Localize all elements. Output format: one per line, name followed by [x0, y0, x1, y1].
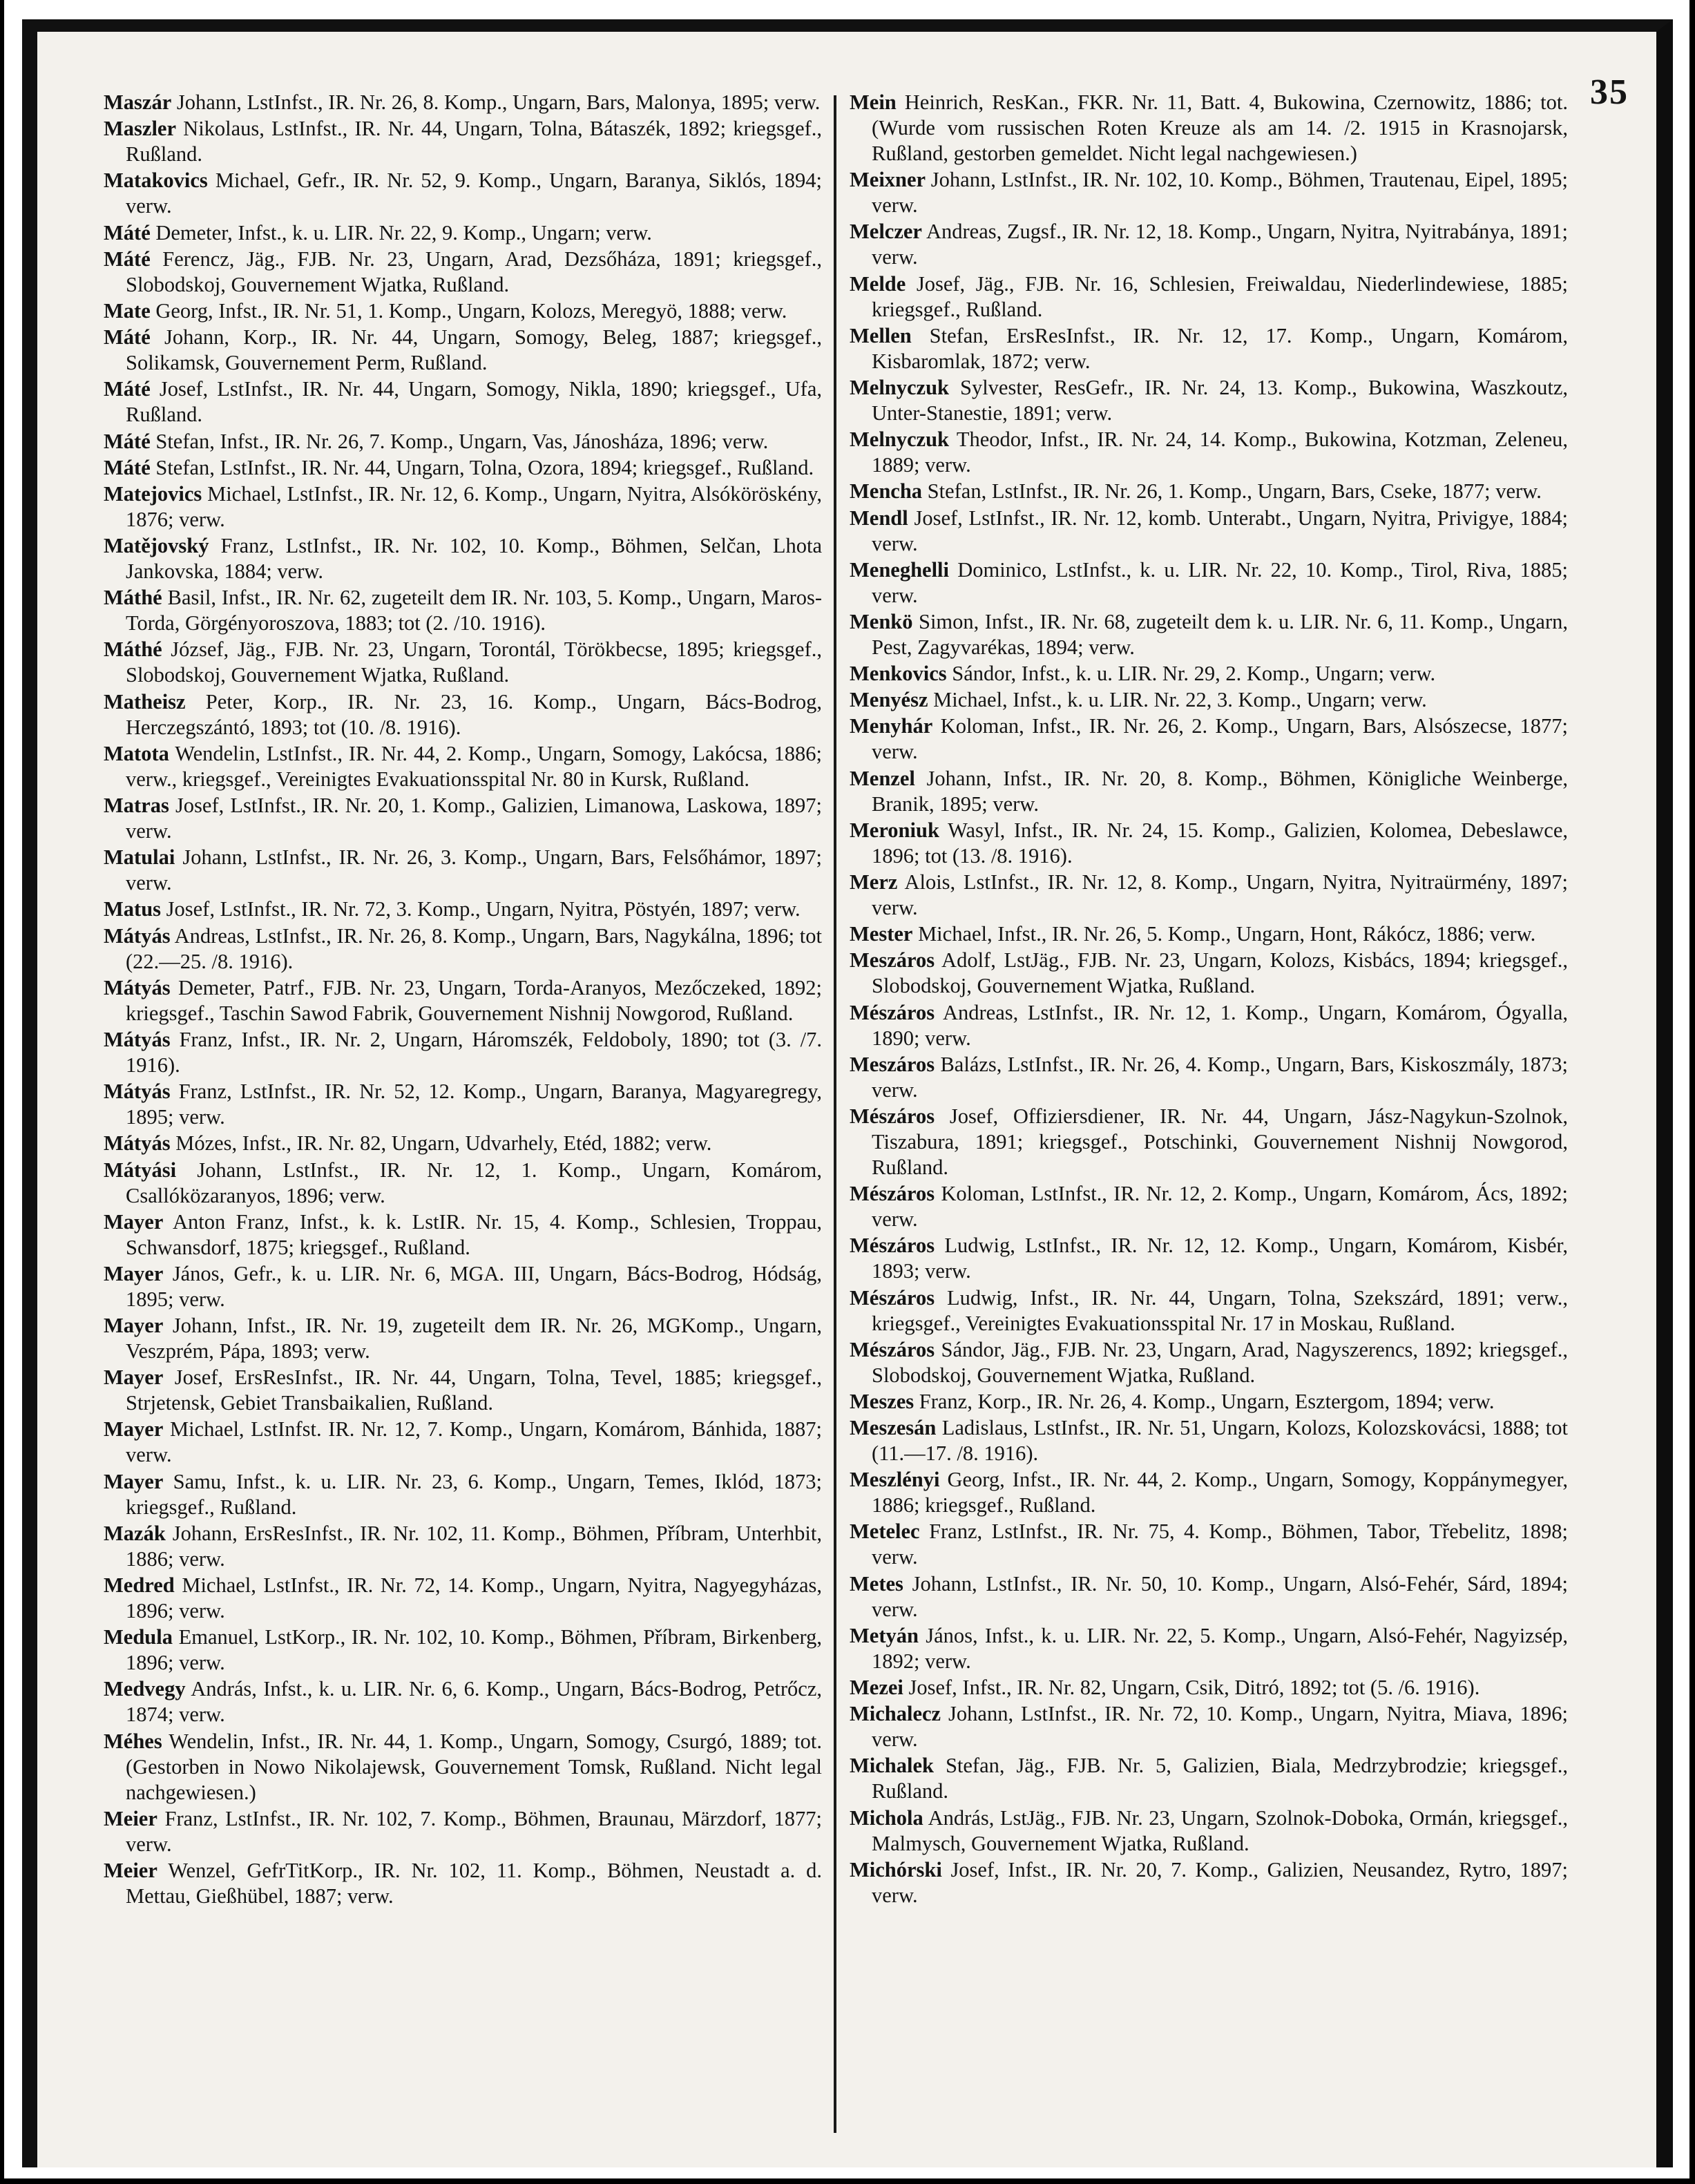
entry-surname: Méhes: [104, 1729, 162, 1753]
register-entry: [104, 1131, 822, 1156]
entry-details: János, Gefr., k. u. LIR. Nr. 6, MGA. III, Ungarn, Bács-Bodrog, Hódság, 1895; verw.: [126, 1261, 822, 1311]
register-entry: [850, 271, 1568, 323]
register-entry: [850, 1623, 1568, 1674]
entry-surname: Meneghelli: [850, 557, 949, 582]
register-entry: [850, 479, 1568, 504]
register-entry: [104, 1469, 822, 1520]
entry-details: Wendelin, LstInfst., IR. Nr. 44, 2. Komp., Ungarn, Somogy, Lakócsa, 1886; verw., kriegsgef., Vereinigtes Evakuationsspital Nr. 80 in Kursk, Rußland.: [126, 741, 822, 791]
entry-surname: Matulai: [104, 845, 175, 870]
entry-details: Theodor, Infst., IR. Nr. 24, 14. Komp., Bukowina, Kotzman, Zeleneu, 1889; verw.: [872, 428, 1569, 477]
entry-surname: Mayer: [104, 1469, 164, 1493]
entry-details: Johann, LstInfst., IR. Nr. 12, 1. Komp., Ungarn, Komárom, Csallóközaranyos, 1896; verw.: [126, 1158, 822, 1207]
register-entry: [104, 1521, 822, 1572]
entry-details: Michael, Infst., IR. Nr. 26, 5. Komp., Ungarn, Hont, Rákócz, 1886; verw.: [918, 922, 1536, 946]
entry-surname: Mayer: [104, 1417, 164, 1441]
entry-surname: Merz: [850, 870, 898, 894]
register-entry: [104, 247, 822, 298]
entry-surname: Mate: [104, 298, 151, 323]
entry-details: Josef, Infst., IR. Nr. 20, 7. Komp., Galizien, Neusandez, Rytro, 1897; verw.: [872, 1857, 1569, 1907]
entry-details: Demeter, Infst., k. u. LIR. Nr. 22, 9. Komp., Ungarn; verw.: [155, 220, 652, 245]
entry-surname: Maszler: [104, 117, 176, 141]
entry-surname: Mészáros: [850, 1285, 935, 1310]
entry-details: Johann, Infst., IR. Nr. 19, zugeteilt dem IR. Nr. 26, MGKomp., Ungarn, Veszprém, Pápa, 1893; verw.: [126, 1314, 823, 1363]
entry-details: Franz, LstInfst., IR. Nr. 102, 7. Komp., Böhmen, Braunau, Märzdorf, 1877; verw.: [126, 1806, 823, 1856]
register-entry: [850, 1571, 1568, 1622]
entry-details: Simon, Infst., IR. Nr. 68, zugeteilt dem k. u. LIR. Nr. 6, 11. Komp., Ungarn, Pest, Zagyvarékas, 1894; verw.: [872, 609, 1569, 659]
register-entry: [104, 845, 822, 896]
entry-surname: Meixner: [850, 168, 926, 192]
entry-surname: Mátyás: [104, 1027, 171, 1051]
entry-details: Johann, LstInfst., IR. Nr. 26, 8. Komp., Ungarn, Bars, Malonya, 1895; verw.: [176, 90, 821, 114]
register-entry: [104, 585, 822, 636]
register-entry: [850, 766, 1568, 817]
entry-surname: Medvegy: [104, 1677, 186, 1701]
entry-details: Johann, ErsResInfst., IR. Nr. 102, 11. Komp., Böhmen, Příbram, Unterhbit, 1886; verw.: [126, 1521, 822, 1571]
register-entry: [104, 116, 822, 167]
register-entry: [850, 713, 1568, 765]
entry-details: Balázs, LstInfst., IR. Nr. 26, 4. Komp., Ungarn, Bars, Kiskoszmály, 1873; verw.: [872, 1052, 1569, 1102]
register-entry: [850, 1415, 1568, 1466]
entry-surname: Matus: [104, 897, 162, 921]
entry-surname: Mátyás: [104, 1080, 171, 1104]
entry-surname: Mészáros: [850, 1104, 935, 1128]
entry-surname: Mayer: [104, 1314, 164, 1338]
entry-details: József, Jäg., FJB. Nr. 23, Ungarn, Torontál, Törökbecse, 1895; kriegsgef., Slobodskoj, Gouvernement Wjatka, Rußland.: [126, 638, 822, 687]
entry-surname: Matota: [104, 741, 169, 765]
entry-details: Josef, Jäg., FJB. Nr. 16, Schlesien, Freiwaldau, Niederlindewiese, 1885; kriegsgef., Rußland.: [872, 271, 1569, 321]
entry-details: Wendelin, Infst., IR. Nr. 44, 1. Komp., Ungarn, Somogy, Csurgó, 1889; tot. (Gestorben in Nowo Nikolajewsk, Gouvernement Tomsk, Rußland. Nicht legal nachgewiesen.): [126, 1729, 822, 1804]
register-entry: [850, 687, 1568, 713]
entry-surname: Meszesán: [850, 1416, 937, 1440]
register-entry: [104, 897, 822, 922]
register-entry: [850, 1389, 1568, 1415]
register-entry: [104, 923, 822, 975]
entry-details: Wasyl, Infst., IR. Nr. 24, 15. Komp., Galizien, Kolomea, Debeslawce, 1896; tot (13. /8. 1916).: [872, 818, 1568, 868]
entry-details: Michael, LstInfst., IR. Nr. 12, 6. Komp., Ungarn, Nyitra, Alsóköröskény, 1876; verw.: [126, 481, 823, 531]
register-entry: [104, 689, 822, 740]
entry-details: Josef, Offiziersdiener, IR. Nr. 44, Ungarn, Jász-Nagykun-Szolnok, Tiszabura, 1891; kriegsgef., Potschinki, Gouvernement Nishnij Nowgorod, Rußland.: [872, 1104, 1568, 1179]
entry-surname: Mátyás: [104, 923, 171, 948]
entry-surname: Melnyczuk: [850, 375, 950, 399]
entry-details: Dominico, LstInfst., k. u. LIR. Nr. 22, 10. Komp., Tirol, Riva, 1885; verw.: [872, 557, 1569, 607]
entry-surname: Mein: [850, 90, 897, 114]
entry-details: Franz, Korp., IR. Nr. 26, 4. Komp., Ungarn, Esztergom, 1894; verw.: [919, 1389, 1495, 1413]
entry-details: Michael, LstInfst. IR. Nr. 12, 7. Komp., Ungarn, Komárom, Bánhida, 1887; verw.: [126, 1417, 822, 1467]
entry-details: Mózes, Infst., IR. Nr. 82, Ungarn, Udvarhely, Etéd, 1882; verw.: [175, 1131, 712, 1156]
entry-surname: Matakovics: [104, 169, 208, 193]
entry-details: Franz, LstInfst., IR. Nr. 52, 12. Komp., Ungarn, Baranya, Magyaregregy, 1895; verw.: [126, 1080, 822, 1129]
entry-surname: Meroniuk: [850, 818, 939, 842]
entry-details: János, Infst., k. u. LIR. Nr. 22, 5. Komp., Ungarn, Alsó-Fehér, Nagyizsép, 1892; verw.: [872, 1623, 1568, 1673]
entry-surname: Metyán: [850, 1623, 919, 1647]
register-entry: [104, 220, 822, 246]
entry-surname: Mezei: [850, 1676, 903, 1699]
entry-surname: Máté: [104, 325, 151, 349]
entry-details: Josef, Infst., IR. Nr. 82, Ungarn, Csik, Ditró, 1892; tot (5. /6. 1916).: [908, 1676, 1480, 1699]
register-entry: [104, 1573, 822, 1624]
register-entry: [850, 818, 1568, 869]
register-entry: [104, 1858, 822, 1909]
entry-surname: Mészáros: [850, 1234, 935, 1258]
entry-surname: Matras: [104, 794, 169, 817]
entry-details: Basil, Infst., IR. Nr. 62, zugeteilt dem IR. Nr. 103, 5. Komp., Ungarn, Maros-Torda, Görgényoroszova, 1883; tot (2. /10. 1916).: [126, 586, 823, 635]
entry-surname: Maszár: [104, 90, 172, 114]
entry-details: Johann, LstInfst., IR. Nr. 50, 10. Komp., Ungarn, Alsó-Fehér, Sárd, 1894; verw.: [872, 1571, 1568, 1621]
register-entry: [104, 1313, 822, 1364]
register-entry: [104, 429, 822, 454]
entry-surname: Melde: [850, 271, 906, 296]
right-column: [850, 90, 1568, 1909]
entry-surname: Mészáros: [850, 1000, 935, 1024]
entry-surname: Mester: [850, 922, 913, 946]
entry-details: Andreas, Zugsf., IR. Nr. 12, 18. Komp., Ungarn, Nyitra, Nyitrabánya, 1891; verw.: [872, 220, 1568, 269]
register-entry: [850, 609, 1568, 660]
entry-details: Koloman, Infst., IR. Nr. 26, 2. Komp., Ungarn, Bars, Alsószecse, 1877; verw.: [872, 714, 1569, 764]
register-entry: [850, 1000, 1568, 1051]
register-entry: [104, 1027, 822, 1078]
register-entry: [104, 1209, 822, 1261]
entry-details: Johann, Infst., IR. Nr. 20, 8. Komp., Böhmen, Königliche Weinberge, Branik, 1895; verw.: [872, 766, 1568, 816]
entry-details: Josef, ErsResInfst., IR. Nr. 44, Ungarn, Tolna, Tevel, 1885; kriegsgef., Strjetensk, Gebiet Transbaikalien, Rußland.: [126, 1366, 823, 1415]
entry-surname: Michórski: [850, 1857, 942, 1881]
register-entry: [850, 375, 1568, 426]
entry-surname: Mendl: [850, 506, 908, 530]
entry-surname: Meszes: [850, 1389, 914, 1413]
entry-surname: Meszáros: [850, 1052, 935, 1076]
register-entry: [850, 1519, 1568, 1570]
entry-surname: Menkö: [850, 609, 913, 633]
entry-surname: Melnyczuk: [850, 428, 950, 452]
entry-details: Stefan, LstInfst., IR. Nr. 44, Ungarn, Tolna, Ozora, 1894; kriegsgef., Rußland.: [155, 455, 814, 479]
entry-details: Samu, Infst., k. u. LIR. Nr. 23, 6. Komp., Ungarn, Temes, Iklód, 1873; kriegsgef., Rußland.: [126, 1469, 822, 1519]
register-entry: [850, 1104, 1568, 1180]
register-entry: [104, 325, 822, 376]
entry-details: Stefan, LstInfst., IR. Nr. 26, 1. Komp., Ungarn, Bars, Cseke, 1877; verw.: [927, 479, 1542, 504]
register-entry: [850, 219, 1568, 270]
entry-surname: Mátyási: [104, 1158, 177, 1182]
register-entry: [850, 557, 1568, 609]
entry-surname: Mayer: [104, 1261, 164, 1285]
entry-surname: Máthé: [104, 638, 162, 662]
register-entry: [104, 1676, 822, 1727]
register-entry: [104, 975, 822, 1026]
entry-surname: Michola: [850, 1805, 923, 1830]
entry-surname: Mencha: [850, 479, 923, 504]
entry-surname: Mátyás: [104, 1131, 171, 1156]
entry-surname: Melczer: [850, 220, 922, 244]
entry-details: Franz, Infst., IR. Nr. 2, Ungarn, Háromszék, Feldoboly, 1890; tot (3. /7. 1916).: [126, 1027, 822, 1077]
register-entry: [850, 506, 1568, 557]
entry-details: Nikolaus, LstInfst., IR. Nr. 44, Ungarn, Tolna, Bátaszék, 1892; kriegsgef., Rußland.: [126, 117, 823, 166]
entry-details: Wenzel, GefrTitKorp., IR. Nr. 102, 11. Komp., Böhmen, Neustadt a. d. Mettau, Gießhübel, 1887; verw.: [126, 1858, 822, 1908]
entry-surname: Metes: [850, 1571, 903, 1596]
entry-details: Franz, LstInfst., IR. Nr. 102, 10. Komp., Böhmen, Selčan, Lhota Jankovska, 1884; verw.: [126, 534, 823, 584]
register-entry: [850, 1233, 1568, 1284]
entry-surname: Mészáros: [850, 1182, 935, 1206]
entry-details: András, Infst., k. u. LIR. Nr. 6, 6. Komp., Ungarn, Bács-Bodrog, Petrőcz, 1874; verw.: [126, 1677, 822, 1727]
register-entry: [850, 661, 1568, 687]
entry-surname: Metelec: [850, 1520, 920, 1544]
entry-surname: Mészáros: [850, 1337, 935, 1361]
entry-details: Demeter, Patrf., FJB. Nr. 23, Ungarn, Torda-Aranyos, Mezőczeked, 1892; kriegsgef., Taschin Sawod Fabrik, Gouvernement Nishnij Nowgorod, Rußland.: [126, 975, 822, 1025]
register-entry: [104, 1806, 822, 1857]
entry-surname: Meszlényi: [850, 1468, 940, 1492]
entry-details: Michael, LstInfst., IR. Nr. 72, 14. Komp., Ungarn, Nyitra, Nagyegyházas, 1896; verw.: [126, 1573, 823, 1622]
register-entry: [850, 1467, 1568, 1518]
register-entry: [850, 427, 1568, 478]
register-entry: [104, 741, 822, 792]
register-entry: [850, 1701, 1568, 1752]
register-entry: [104, 376, 822, 428]
entry-details: Michael, Gefr., IR. Nr. 52, 9. Komp., Ungarn, Baranya, Siklós, 1894; verw.: [126, 169, 823, 218]
entry-details: Franz, LstInfst., IR. Nr. 75, 4. Komp., Böhmen, Tabor, Třebelitz, 1898; verw.: [872, 1520, 1568, 1569]
entry-details: Josef, LstInfst., IR. Nr. 44, Ungarn, Somogy, Nikla, 1890; kriegsgef., Ufa, Rußland.: [126, 377, 823, 427]
register-entry: [104, 1158, 822, 1209]
entry-surname: Matejovics: [104, 481, 202, 506]
entry-details: Sándor, Infst., k. u. LIR. Nr. 29, 2. Komp., Ungarn; verw.: [952, 662, 1436, 686]
entry-surname: Máthé: [104, 586, 162, 610]
entry-details: Johann, LstInfst., IR. Nr. 72, 10. Komp., Ungarn, Nyitra, Miava, 1896; verw.: [872, 1702, 1568, 1752]
entry-details: Ludwig, LstInfst., IR. Nr. 12, 12. Komp., Ungarn, Komárom, Kisbér, 1893; verw.: [872, 1234, 1568, 1283]
register-entry: [104, 1365, 822, 1416]
entry-details: Alois, LstInfst., IR. Nr. 12, 8. Komp., Ungarn, Nyitra, Nyitraürmény, 1897; verw.: [872, 870, 1568, 919]
entry-details: Emanuel, LstKorp., IR. Nr. 102, 10. Komp., Böhmen, Příbram, Birkenberg, 1896; verw.: [126, 1625, 822, 1675]
register-entry: [104, 1625, 822, 1676]
entry-details: Stefan, Infst., IR. Nr. 26, 7. Komp., Ungarn, Vas, Jánosháza, 1896; verw.: [155, 429, 769, 453]
entry-details: Johann, LstInfst., IR. Nr. 102, 10. Komp., Böhmen, Trautenau, Eipel, 1895; verw.: [872, 168, 1569, 218]
entry-surname: Mátyás: [104, 975, 171, 999]
entry-details: Johann, LstInfst., IR. Nr. 26, 3. Komp., Ungarn, Bars, Felsőhámor, 1897; verw.: [126, 845, 823, 895]
entry-details: Koloman, LstInfst., IR. Nr. 12, 2. Komp., Ungarn, Komárom, Ács, 1892; verw.: [872, 1182, 1569, 1232]
entry-surname: Máté: [104, 220, 151, 245]
register-entry: [104, 481, 822, 533]
entry-details: Andreas, LstInfst., IR. Nr. 26, 8. Komp., Ungarn, Bars, Nagykálna, 1896; tot (22.—25. /8. 1916).: [126, 923, 822, 973]
entry-surname: Michalecz: [850, 1702, 941, 1726]
entry-surname: Meier: [104, 1806, 157, 1830]
register-entry: [104, 1729, 822, 1805]
entry-surname: Mellen: [850, 323, 912, 347]
entry-surname: Meszáros: [850, 948, 935, 973]
entry-details: Stefan, Jäg., FJB. Nr. 5, Galizien, Biala, Medrzybrodzie; kriegsgef., Rußland.: [872, 1754, 1569, 1803]
register-entry: [104, 168, 822, 219]
left-column: [104, 90, 822, 1910]
entry-details: Georg, Infst., IR. Nr. 44, 2. Komp., Ungarn, Somogy, Koppánymegyer, 1886; kriegsgef., Rußland.: [872, 1468, 1568, 1517]
register-entry: [850, 323, 1568, 374]
register-entry: [104, 1261, 822, 1312]
entry-surname: Máté: [104, 429, 151, 453]
entry-surname: Mayer: [104, 1209, 164, 1234]
register-entry: [104, 1079, 822, 1130]
entry-surname: Menkovics: [850, 662, 947, 686]
entry-details: Adolf, LstJäg., FJB. Nr. 23, Ungarn, Kolozs, Kisbács, 1894; kriegsgef., Slobodskoj, Gouvernement Wjatka, Rußland.: [872, 948, 1568, 998]
register-entry: [850, 1181, 1568, 1232]
entry-surname: Máté: [104, 455, 151, 479]
entry-details: Ferencz, Jäg., FJB. Nr. 23, Ungarn, Arad, Dezsőháza, 1891; kriegsgef., Slobodskoj, Gouvernement Wjatka, Rußland.: [126, 247, 822, 296]
column-divider: [834, 95, 836, 2133]
entry-surname: Medula: [104, 1625, 173, 1649]
entry-details: Georg, Infst., IR. Nr. 51, 1. Komp., Ungarn, Kolozs, Meregyö, 1888; verw.: [155, 298, 787, 323]
register-entry: [104, 298, 822, 324]
entry-surname: Máté: [104, 247, 151, 271]
page-number: 35: [1590, 73, 1629, 112]
entry-details: Anton Franz, Infst., k. k. LstIR. Nr. 15, 4. Komp., Schlesien, Troppau, Schwansdorf, 1875; kriegsgef., Rußland.: [126, 1209, 822, 1259]
entry-details: Ladislaus, LstInfst., IR. Nr. 51, Ungarn, Kolozs, Kolozskovácsi, 1888; tot (11.—17. /8. 1916).: [872, 1416, 1569, 1466]
entry-surname: Meier: [104, 1858, 157, 1882]
entry-surname: Mazák: [104, 1521, 166, 1545]
entry-surname: Máté: [104, 377, 151, 401]
register-entry: [104, 90, 822, 115]
entry-details: Josef, LstInfst., IR. Nr. 20, 1. Komp., Galizien, Limanowa, Laskowa, 1897; verw.: [126, 794, 822, 843]
entry-surname: Matheisz: [104, 689, 186, 713]
entry-surname: Menzel: [850, 766, 915, 790]
entry-details: Heinrich, ResKan., FKR. Nr. 11, Batt. 4, Bukowina, Czernowitz, 1886; tot. (Wurde vom russischen Roten Kreuze als am 14. /2. 1915 in Krasnojarsk, Rußland, gestorben gemeldet. Nicht legal nachgewiesen.): [872, 90, 1568, 165]
register-entry: [104, 793, 822, 844]
entry-details: Stefan, ErsResInfst., IR. Nr. 12, 17. Komp., Ungarn, Komárom, Kisbaromlak, 1872; verw.: [872, 323, 1568, 373]
entry-details: Johann, Korp., IR. Nr. 44, Ungarn, Somogy, Beleg, 1887; kriegsgef., Solikamsk, Gouvernement Perm, Rußland.: [126, 325, 823, 375]
entry-details: Sylvester, ResGefr., IR. Nr. 24, 13. Komp., Bukowina, Waszkoutz, Unter-Stanestie, 1891; verw.: [872, 375, 1569, 425]
entry-details: Peter, Korp., IR. Nr. 23, 16. Komp., Ungarn, Bács-Bodrog, Herczegszántó, 1893; tot (10. /8. 1916).: [126, 689, 823, 739]
entry-details: Andreas, LstInfst., IR. Nr. 12, 1. Komp., Ungarn, Komárom, Ógyalla, 1890; verw.: [872, 1000, 1568, 1050]
entry-details: András, LstJäg., FJB. Nr. 23, Ungarn, Szolnok-Doboka, Ormán, kriegsgef., Malmysch, Gouvernement Wjatka, Rußland.: [872, 1805, 1568, 1855]
entry-surname: Medred: [104, 1573, 175, 1597]
register-entry: [850, 948, 1568, 999]
entry-surname: Menyhár: [850, 714, 933, 738]
entry-details: Michael, Infst., k. u. LIR. Nr. 22, 3. Komp., Ungarn; verw.: [933, 688, 1427, 712]
register-entry: [850, 1285, 1568, 1337]
register-entry: [850, 1753, 1568, 1804]
register-entry: [850, 921, 1568, 947]
register-entry: [850, 1857, 1568, 1908]
register-entry: [104, 1417, 822, 1468]
register-entry: [850, 1805, 1568, 1857]
entry-surname: Mayer: [104, 1366, 164, 1390]
register-entry: [104, 455, 822, 481]
entry-details: Ludwig, Infst., IR. Nr. 44, Ungarn, Tolna, Szekszárd, 1891; verw., kriegsgef., Vereinigtes Evakuationsspital Nr. 17 in Moskau, Rußland.: [872, 1285, 1568, 1335]
register-entry: [850, 1052, 1568, 1103]
entry-surname: Michalek: [850, 1754, 934, 1778]
entry-surname: Menyész: [850, 688, 928, 712]
register-entry: [850, 90, 1568, 166]
entry-details: Sándor, Jäg., FJB. Nr. 23, Ungarn, Arad, Nagyszerencs, 1892; kriegsgef., Slobodskoj, Gouvernement Wjatka, Rußland.: [872, 1337, 1569, 1387]
register-entry: [850, 1337, 1568, 1388]
register-entry: [850, 167, 1568, 218]
register-entry: [104, 533, 822, 584]
entry-details: Josef, LstInfst., IR. Nr. 12, komb. Unterabt., Ungarn, Nyitra, Privigye, 1884; verw.: [872, 506, 1569, 555]
entry-surname: Matějovský: [104, 534, 209, 558]
register-entry: [850, 1675, 1568, 1701]
entry-details: Josef, LstInfst., IR. Nr. 72, 3. Komp., Ungarn, Nyitra, Pöstyén, 1897; verw.: [166, 897, 801, 921]
register-entry: [850, 870, 1568, 921]
register-entry: [104, 637, 822, 688]
